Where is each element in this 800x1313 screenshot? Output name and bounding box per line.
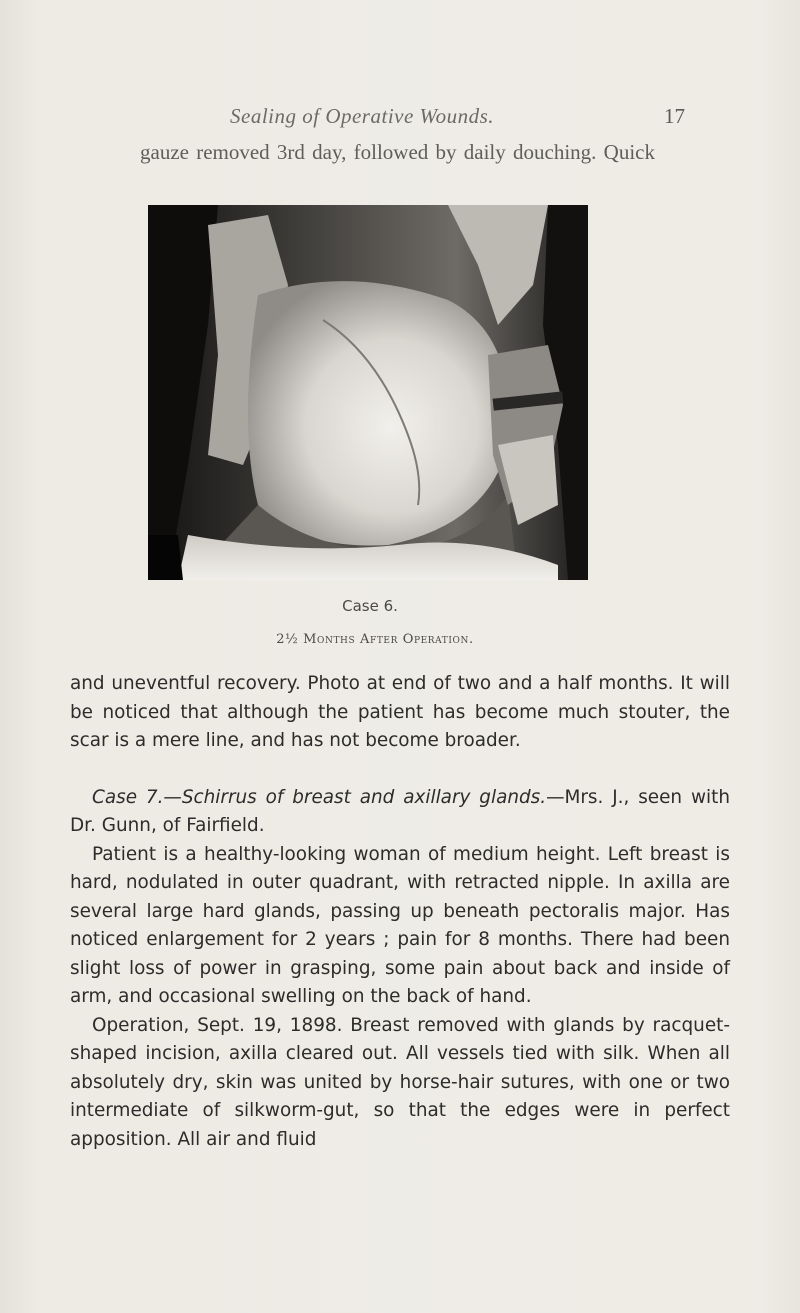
paragraph-case-7 xyxy=(70,784,730,841)
paragraph-recovery: and uneventful recovery. Photo at end of two and a half months. It will be noticed that although the patient has become much stouter, the scar is a mere line, and has not become broader. xyxy=(70,673,730,751)
figure-caption-case: Case 6. xyxy=(342,597,398,615)
continued-text-line: gauze removed 3rd day, followed by daily douching. Quick xyxy=(140,140,655,164)
caption-months-after-operation: Months After Operation. xyxy=(303,632,474,647)
case-7-intro: —Mrs. J., seen with Dr. Gunn, of Fairfield. xyxy=(70,786,730,836)
photo-plate xyxy=(148,205,588,580)
body-text xyxy=(70,670,730,1154)
case-7-heading: Case 7.—Schirrus of breast and axillary glands. xyxy=(92,786,547,808)
running-title: Sealing of Operative Wounds. xyxy=(230,104,495,128)
running-head xyxy=(0,104,800,134)
clinical-photograph xyxy=(148,205,588,580)
caption-duration: 2½ xyxy=(276,632,299,647)
figure-caption-subtitle xyxy=(0,632,750,647)
page-number: 17 xyxy=(664,104,685,128)
paragraph-operation: Operation, Sept. 19, 1898. Breast removed with glands by racquet-shaped incision, axilla cleared out. All vessels tied with silk. When all absolutely dry, skin was united by horse-hair sutures, with one or two intermediate of silkworm-gut, so that the edges were in perfect apposition. All air and fluid xyxy=(70,1014,730,1150)
paragraph-patient-description: Patient is a healthy-looking woman of medium height. Left breast is hard, nodulated in outer quadrant, with retracted nipple. In axilla are several large hard glands, passing up beneath pectoralis major. Has noticed enlargement for 2 years ; pain for 8 months. There had been slight loss of power in grasping, some pain about back and inside of arm, and occasional swelling on the back of hand. xyxy=(70,843,730,1007)
